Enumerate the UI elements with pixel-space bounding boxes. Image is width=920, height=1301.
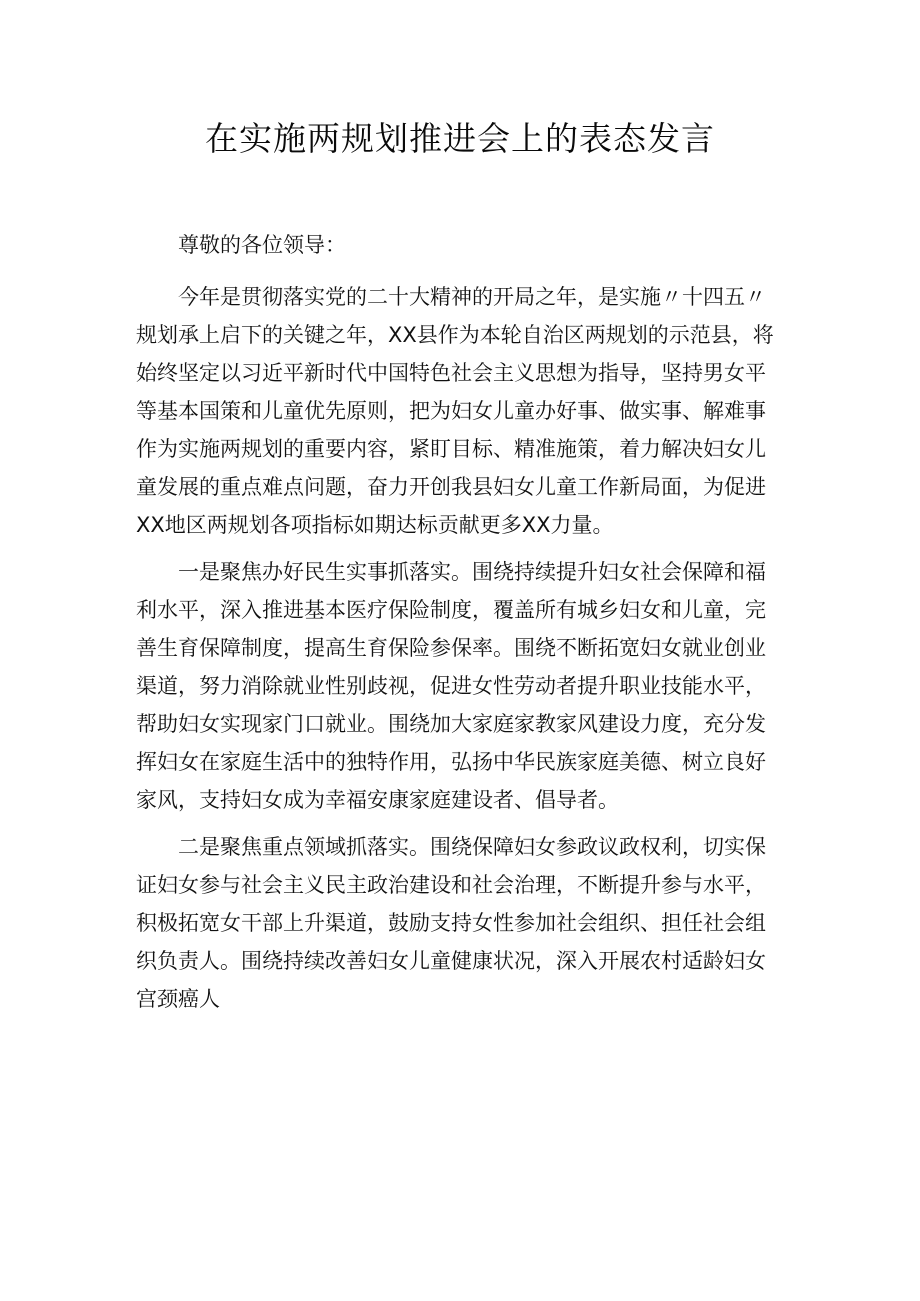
paragraph-point-one: 一是聚焦办好民生实事抓落实。围绕持续提升妇女社会保障和福利水平，深入推进基本医疗保险制度，覆盖所有城乡妇女和儿童，完善生育保障制度，提高生育保险参保率。围绕不断拓宽妇女就业创业渠道，努力消除就业性别歧视，促进女性劳动者提升职业技能水平，帮助妇女实现家门口就业。围绕加大家庭家教家风建设力度，充分发挥妇女在家庭生活中的独特作用，弘扬中华民族家庭美德、树立良好家风，支持妇女成为幸福安康家庭建设者、倡导者。	[136, 560, 766, 812]
paragraph-point-two: 二是聚焦重点领域抓落实。围绕保障妇女参政议政权利，切实保证妇女参与社会主义民主政治建设和社会治理，不断提升参与水平，积极拓宽女干部上升渠道，鼓励支持女性参加社会组织、担任社会组织负责人。围绕持续改善妇女儿童健康状况，深入开展农村适龄妇女宫颈癌人	[136, 835, 766, 1011]
greeting: 尊敬的各位领导：	[178, 233, 346, 257]
paragraph-intro: 今年是贯彻落实党的二十大精神的开局之年，是实施〃十四五〃规划承上启下的关键之年，XX县作为本轮自治区两规划的示范县，将始终坚定以习近平新时代中国特色社会主义思想为指导，坚持男女平等基本国策和儿童优先原则，把为妇女儿童办好事、做实事、解难事作为实施两规划的重要内容，紧盯目标、精准施策，着力解决妇女儿童发展的重点难点问题，奋力开创我县妇女儿童工作新局面，为促进XX地区两规划各项指标如期达标贡献更多XX力量。	[136, 285, 774, 537]
document-body	[136, 226, 776, 1018]
document-title: 在实施两规划推进会上的表态发言	[205, 119, 715, 158]
